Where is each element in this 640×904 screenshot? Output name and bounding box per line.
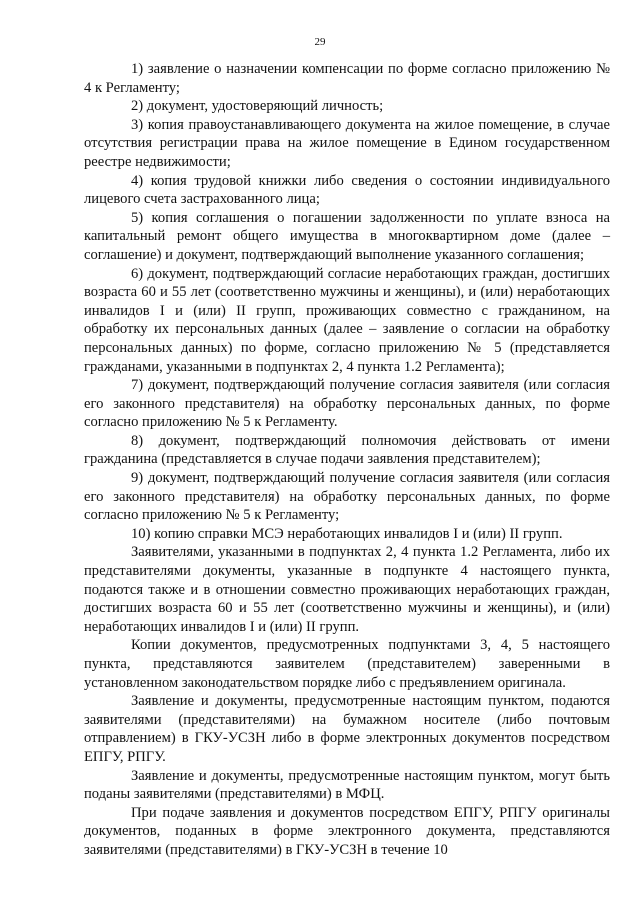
list-item-9: 9) документ, подтверждающий получение согласия заявителя (или согласия его законного представителя) на обработку персональных данных, по форме согласно приложению № 5 к Регламенту; xyxy=(84,470,610,524)
list-item-4: 4) копия трудовой книжки либо сведения о состоянии индивидуального лицевого счета застрахованного лица; xyxy=(84,172,610,208)
list-item-6: 6) документ, подтверждающий согласие неработающих граждан, достигших возраста 60 и 55 лет (соответственно мужчины и женщины), и (или) неработающих инвалидов I и (или) II групп, проживающих совместно с гражданином, на обработку их персональных данных (далее – заявление о согласии на обработку персональных данных) по форме, согласно приложению № 5 (представляется гражданами, указанными в подпунктах 2, 4 пункта 1.2 Регламента); xyxy=(84,265,610,375)
paragraph-epgu: При подаче заявления и документов посредством ЕПГУ, РПГУ оригиналы документов, поданных в форме электронного документа, представляются заявителями (представителями) в ГКУ-УСЗН в течение 10 xyxy=(84,804,610,858)
page-number: 29 xyxy=(314,36,326,48)
list-item-8: 8) документ, подтверждающий полномочия действовать от имени гражданина (представляется в случае подачи заявления представителем); xyxy=(84,432,610,468)
paragraph-submission: Заявление и документы, предусмотренные настоящим пунктом, подаются заявителями (представителями) на бумажном носителе (либо почтовым отправлением) в ГКУ-УСЗН либо в форме электронных документов посредством ЕПГУ, РПГУ. xyxy=(84,693,610,765)
paragraph-mfc: Заявление и документы, предусмотренные настоящим пунктом, могут быть поданы заявителями (представителями) в МФЦ. xyxy=(84,767,610,803)
document-body xyxy=(84,60,610,860)
list-item-3: 3) копия правоустанавливающего документа на жилое помещение, в случае отсутствия регистрации права на жилое помещение в Едином государственном реестре недвижимости; xyxy=(84,116,610,170)
list-item-1: 1) заявление о назначении компенсации по форме согласно приложению № 4 к Регламенту; xyxy=(84,61,610,96)
paragraph-copies: Копии документов, предусмотренных подпунктами 3, 4, 5 настоящего пункта, представляются заявителем (представителем) заверенными в установленном законодательством порядке либо с предъявлением оригинала. xyxy=(84,637,610,691)
list-item-5: 5) копия соглашения о погашении задолженности по уплате взноса на капитальный ремонт общего имущества в многоквартирном доме (далее – соглашение) и документ, подтверждающий выполнение указанного соглашения; xyxy=(84,209,610,263)
list-item-2: 2) документ, удостоверяющий личность; xyxy=(131,98,384,115)
list-item-10: 10) копию справки МСЭ неработающих инвалидов I и (или) II групп. xyxy=(131,525,563,542)
list-item-7: 7) документ, подтверждающий получение согласия заявителя (или согласия его законного представителя) на обработку персональных данных, по форме согласно приложению № 5 к Регламенту. xyxy=(84,377,610,431)
paragraph-applicants: Заявителями, указанными в подпунктах 2, 4 пункта 1.2 Регламента, либо их представителями документы, указанные в подпункте 4 настоящего пункта, подаются также и в отношении совместно проживающих неработающих граждан, достигших возраста 60 и 55 лет (соответственно мужчины и женщины), и (или) неработающих инвалидов I и (или) II групп. xyxy=(84,544,610,635)
